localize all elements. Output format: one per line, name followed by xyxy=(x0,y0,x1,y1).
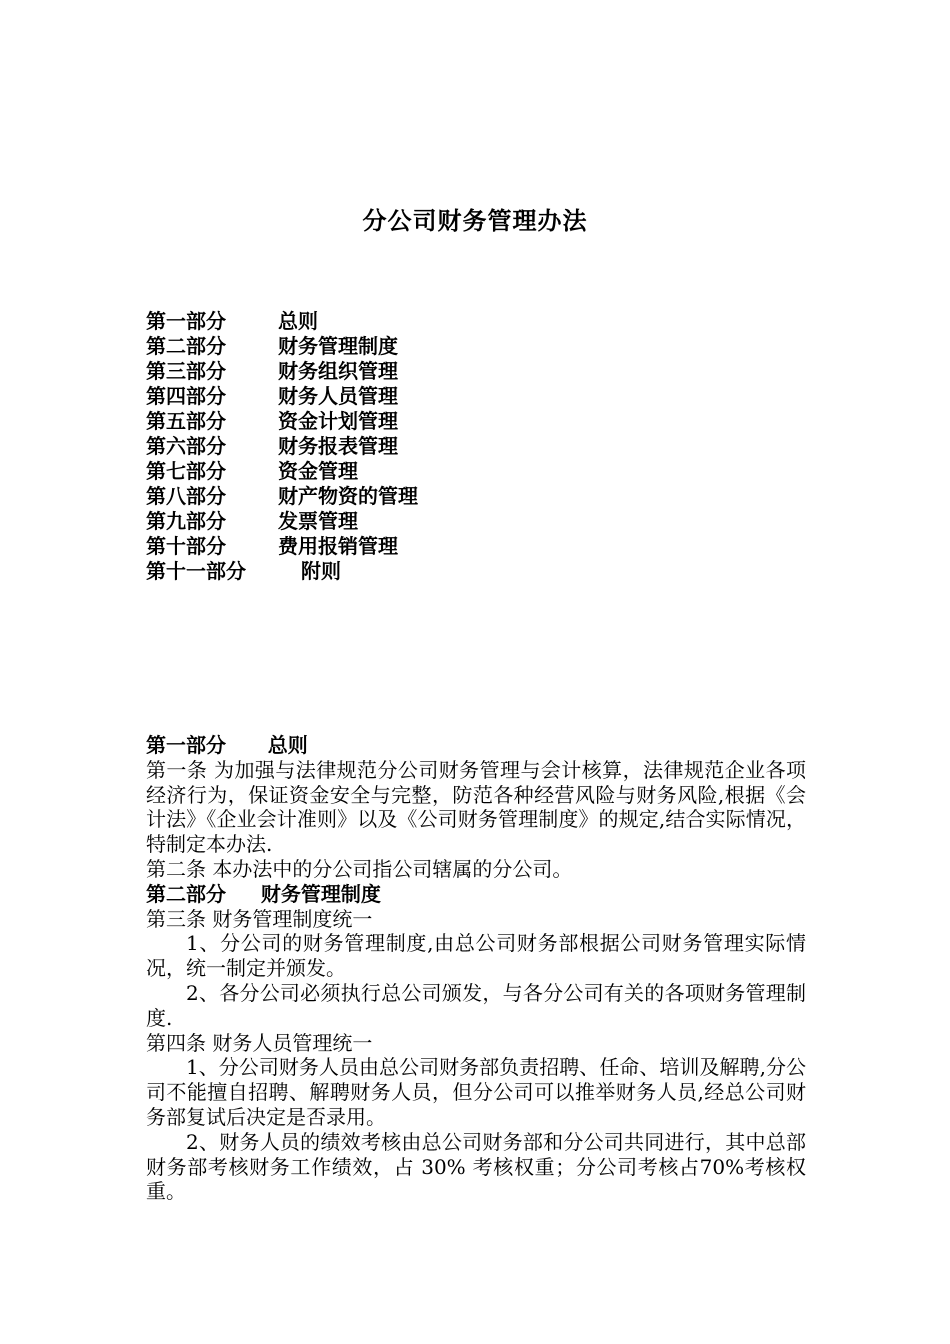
section-heading: 第一部分 总则 xyxy=(146,733,308,757)
toc-part-name: 财务报表管理 xyxy=(278,434,398,458)
toc-part-number: 第十部分 xyxy=(146,534,226,558)
toc-part-name: 资金管理 xyxy=(278,459,358,483)
article-paragraph: 第二条 本办法中的分公司指公司辖属的分公司。 xyxy=(146,856,573,881)
toc-item xyxy=(146,334,418,359)
article-paragraph: 2、各分公司必须执行总公司颁发，与各分公司有关的各项财务管理制度. xyxy=(146,980,806,1030)
toc-item xyxy=(146,359,418,384)
toc-part-number: 第二部分 xyxy=(146,334,226,358)
toc-part-number: 第六部分 xyxy=(146,434,226,458)
toc-item xyxy=(146,534,418,559)
toc-part-name: 发票管理 xyxy=(278,509,358,533)
article-paragraph: 2、财务人员的绩效考核由总公司财务部和分公司共同进行，其中总部财务部考核财务工作绩效，占 30% 考核权重；分公司考核占70%考核权重。 xyxy=(146,1129,806,1204)
toc-item xyxy=(146,434,418,459)
toc-item xyxy=(146,409,418,434)
toc-part-name: 财务管理制度 xyxy=(278,334,398,358)
toc-part-number: 第五部分 xyxy=(146,409,226,433)
document-body xyxy=(146,733,806,1204)
toc-part-name: 财务组织管理 xyxy=(278,359,398,383)
toc-item xyxy=(146,309,418,334)
toc-part-name: 费用报销管理 xyxy=(278,534,398,558)
article-paragraph: 1、分公司的财务管理制度,由总公司财务部根据公司财务管理实际情况，统一制定并颁发。 xyxy=(146,931,806,981)
article-title: 第三条 财务管理制度统一 xyxy=(146,906,373,931)
document-title: 分公司财务管理办法 xyxy=(362,206,588,235)
article-paragraph: 第一条 为加强与法律规范分公司财务管理与会计核算，法律规范企业各项经济行为，保证资金安全与完整，防范各种经营风险与财务风险,根据《会计法》《企业会计准则》以及《公司财务管理制度》的规定,结合实际情况，特制定本办法. xyxy=(146,757,806,857)
toc-item xyxy=(146,559,418,584)
toc-part-name: 资金计划管理 xyxy=(278,409,398,433)
section-heading: 第二部分 财务管理制度 xyxy=(146,881,381,906)
toc-part-name: 财务人员管理 xyxy=(278,384,398,408)
toc-part-name: 附则 xyxy=(301,559,341,583)
table-of-contents xyxy=(146,309,418,584)
toc-part-number: 第八部分 xyxy=(146,484,226,508)
toc-part-name: 财产物资的管理 xyxy=(278,484,418,508)
toc-part-number: 第七部分 xyxy=(146,459,226,483)
article-title: 第四条 财务人员管理统一 xyxy=(146,1030,373,1055)
toc-part-number: 第三部分 xyxy=(146,359,226,383)
toc-item xyxy=(146,384,418,409)
toc-item xyxy=(146,509,418,534)
toc-part-number: 第四部分 xyxy=(146,384,226,408)
toc-part-name: 总则 xyxy=(278,309,318,333)
toc-part-number: 第九部分 xyxy=(146,509,226,533)
toc-item xyxy=(146,459,418,484)
toc-part-number: 第十一部分 xyxy=(146,559,246,583)
toc-item xyxy=(146,484,418,509)
article-paragraph: 1、分公司财务人员由总公司财务部负责招聘、任命、培训及解聘,分公司不能擅自招聘、解聘财务人员，但分公司可以推举财务人员,经总公司财务部复试后决定是否录用。 xyxy=(146,1055,806,1129)
toc-part-number: 第一部分 xyxy=(146,309,226,333)
